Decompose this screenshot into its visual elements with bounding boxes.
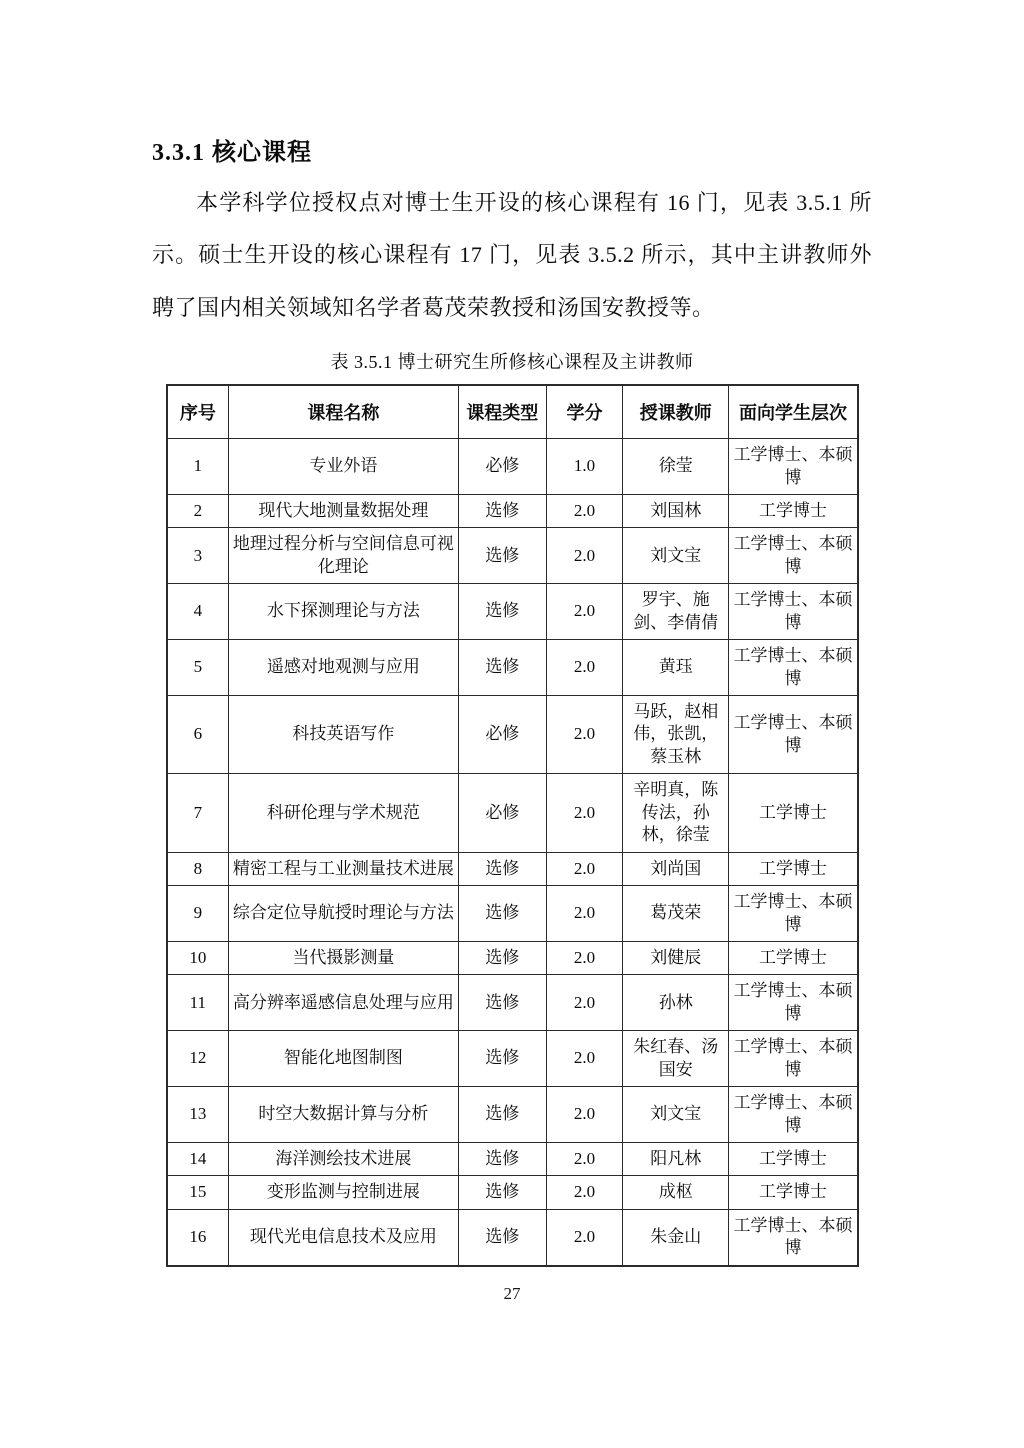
table-row — [167, 439, 858, 495]
cell-credit: 2.0 — [547, 1087, 623, 1143]
cell-name: 综合定位导航授时理论与方法 — [229, 886, 458, 942]
cell-teacher: 朱金山 — [623, 1209, 729, 1265]
cell-teacher: 刘健辰 — [623, 941, 729, 974]
column-header-name: 课程名称 — [229, 385, 458, 439]
cell-index: 2 — [167, 494, 229, 527]
cell-type: 必修 — [458, 774, 546, 852]
cell-audience: 工学博士、本硕博 — [729, 1031, 858, 1087]
cell-credit: 2.0 — [547, 528, 623, 584]
section-heading: 3.3.1 核心课程 — [152, 140, 312, 166]
cell-name: 专业外语 — [229, 439, 458, 495]
table-row — [167, 941, 858, 974]
course-table — [166, 384, 859, 1267]
cell-name: 科技英语写作 — [229, 696, 458, 774]
cell-index: 10 — [167, 941, 229, 974]
table-header-row — [167, 385, 858, 439]
cell-name: 海洋测绘技术进展 — [229, 1143, 458, 1176]
table-row — [167, 774, 858, 852]
cell-credit: 2.0 — [547, 941, 623, 974]
cell-audience: 工学博士、本硕博 — [729, 640, 858, 696]
cell-teacher: 黄珏 — [623, 640, 729, 696]
cell-type: 选修 — [458, 1176, 546, 1209]
cell-credit: 2.0 — [547, 1176, 623, 1209]
column-header-audience: 面向学生层次 — [729, 385, 858, 439]
cell-index: 6 — [167, 696, 229, 774]
table-row — [167, 886, 858, 942]
cell-audience: 工学博士、本硕博 — [729, 696, 858, 774]
cell-type: 必修 — [458, 696, 546, 774]
cell-credit: 2.0 — [547, 975, 623, 1031]
cell-index: 15 — [167, 1176, 229, 1209]
cell-type: 必修 — [458, 439, 546, 495]
cell-credit: 2.0 — [547, 494, 623, 527]
cell-index: 14 — [167, 1143, 229, 1176]
page-number: 27 — [503, 1284, 521, 1303]
cell-index: 8 — [167, 852, 229, 885]
cell-credit: 2.0 — [547, 852, 623, 885]
cell-index: 7 — [167, 774, 229, 852]
cell-index: 3 — [167, 528, 229, 584]
cell-name: 遥感对地观测与应用 — [229, 640, 458, 696]
cell-name: 地理过程分析与空间信息可视化理论 — [229, 528, 458, 584]
cell-audience: 工学博士 — [729, 941, 858, 974]
table-row — [167, 1031, 858, 1087]
cell-index: 16 — [167, 1209, 229, 1265]
table-row — [167, 640, 858, 696]
cell-audience: 工学博士 — [729, 1143, 858, 1176]
column-header-type: 课程类型 — [458, 385, 546, 439]
cell-audience: 工学博士、本硕博 — [729, 886, 858, 942]
cell-credit: 2.0 — [547, 1031, 623, 1087]
course-table-body — [167, 439, 858, 1266]
cell-audience: 工学博士、本硕博 — [729, 584, 858, 640]
cell-type: 选修 — [458, 584, 546, 640]
cell-index: 1 — [167, 439, 229, 495]
cell-name: 变形监测与控制进展 — [229, 1176, 458, 1209]
cell-type: 选修 — [458, 1087, 546, 1143]
cell-audience: 工学博士、本硕博 — [729, 1209, 858, 1265]
cell-name: 智能化地图制图 — [229, 1031, 458, 1087]
cell-name: 水下探测理论与方法 — [229, 584, 458, 640]
cell-credit: 2.0 — [547, 886, 623, 942]
cell-teacher: 罗宇、施剑、李倩倩 — [623, 584, 729, 640]
cell-audience: 工学博士 — [729, 852, 858, 885]
cell-index: 11 — [167, 975, 229, 1031]
cell-index: 4 — [167, 584, 229, 640]
cell-index: 13 — [167, 1087, 229, 1143]
cell-audience: 工学博士、本硕博 — [729, 975, 858, 1031]
cell-audience: 工学博士 — [729, 774, 858, 852]
cell-teacher: 刘尚国 — [623, 852, 729, 885]
cell-type: 选修 — [458, 852, 546, 885]
cell-teacher: 刘国林 — [623, 494, 729, 527]
cell-credit: 2.0 — [547, 1209, 623, 1265]
cell-audience: 工学博士、本硕博 — [729, 1087, 858, 1143]
table-row — [167, 1209, 858, 1265]
cell-type: 选修 — [458, 1143, 546, 1176]
cell-index: 12 — [167, 1031, 229, 1087]
cell-audience: 工学博士 — [729, 494, 858, 527]
cell-name: 精密工程与工业测量技术进展 — [229, 852, 458, 885]
cell-credit: 2.0 — [547, 640, 623, 696]
cell-teacher: 朱红春、汤国安 — [623, 1031, 729, 1087]
table-row — [167, 584, 858, 640]
cell-name: 现代光电信息技术及应用 — [229, 1209, 458, 1265]
table-row — [167, 852, 858, 885]
table-row — [167, 1087, 858, 1143]
cell-teacher: 刘文宝 — [623, 1087, 729, 1143]
column-header-teacher: 授课教师 — [623, 385, 729, 439]
cell-audience: 工学博士、本硕博 — [729, 528, 858, 584]
cell-teacher: 刘文宝 — [623, 528, 729, 584]
cell-audience: 工学博士、本硕博 — [729, 439, 858, 495]
cell-name: 高分辨率遥感信息处理与应用 — [229, 975, 458, 1031]
cell-type: 选修 — [458, 1031, 546, 1087]
cell-credit: 2.0 — [547, 696, 623, 774]
cell-teacher: 徐莹 — [623, 439, 729, 495]
table-row — [167, 494, 858, 527]
cell-type: 选修 — [458, 941, 546, 974]
table-row — [167, 528, 858, 584]
column-header-index: 序号 — [167, 385, 229, 439]
cell-teacher: 葛茂荣 — [623, 886, 729, 942]
cell-credit: 1.0 — [547, 439, 623, 495]
table-row — [167, 975, 858, 1031]
cell-type: 选修 — [458, 640, 546, 696]
cell-teacher: 马跃，赵相伟，张凯，蔡玉林 — [623, 696, 729, 774]
table-row — [167, 696, 858, 774]
cell-type: 选修 — [458, 494, 546, 527]
cell-name: 科研伦理与学术规范 — [229, 774, 458, 852]
cell-name: 时空大数据计算与分析 — [229, 1087, 458, 1143]
cell-index: 9 — [167, 886, 229, 942]
cell-credit: 2.0 — [547, 584, 623, 640]
body-paragraph: 本学科学位授权点对博士生开设的核心课程有 16 门，见表 3.5.1 所示。硕士生开设的核心课程有 17 门，见表 3.5.2 所示，其中主讲教师外聘了国内相关领域知名学者葛茂荣教授和汤国安教授等。 — [152, 190, 872, 320]
table-caption: 表 3.5.1 博士研究生所修核心课程及主讲教师 — [330, 352, 694, 373]
cell-teacher: 孙林 — [623, 975, 729, 1031]
cell-teacher: 成枢 — [623, 1176, 729, 1209]
cell-name: 当代摄影测量 — [229, 941, 458, 974]
cell-credit: 2.0 — [547, 774, 623, 852]
cell-index: 5 — [167, 640, 229, 696]
cell-type: 选修 — [458, 528, 546, 584]
cell-audience: 工学博士 — [729, 1176, 858, 1209]
cell-credit: 2.0 — [547, 1143, 623, 1176]
table-row — [167, 1143, 858, 1176]
cell-teacher: 阳凡林 — [623, 1143, 729, 1176]
cell-teacher: 辛明真，陈传法，孙林，徐莹 — [623, 774, 729, 852]
cell-type: 选修 — [458, 886, 546, 942]
column-header-credit: 学分 — [547, 385, 623, 439]
cell-type: 选修 — [458, 1209, 546, 1265]
cell-type: 选修 — [458, 975, 546, 1031]
cell-name: 现代大地测量数据处理 — [229, 494, 458, 527]
table-row — [167, 1176, 858, 1209]
page-content — [152, 132, 872, 1267]
